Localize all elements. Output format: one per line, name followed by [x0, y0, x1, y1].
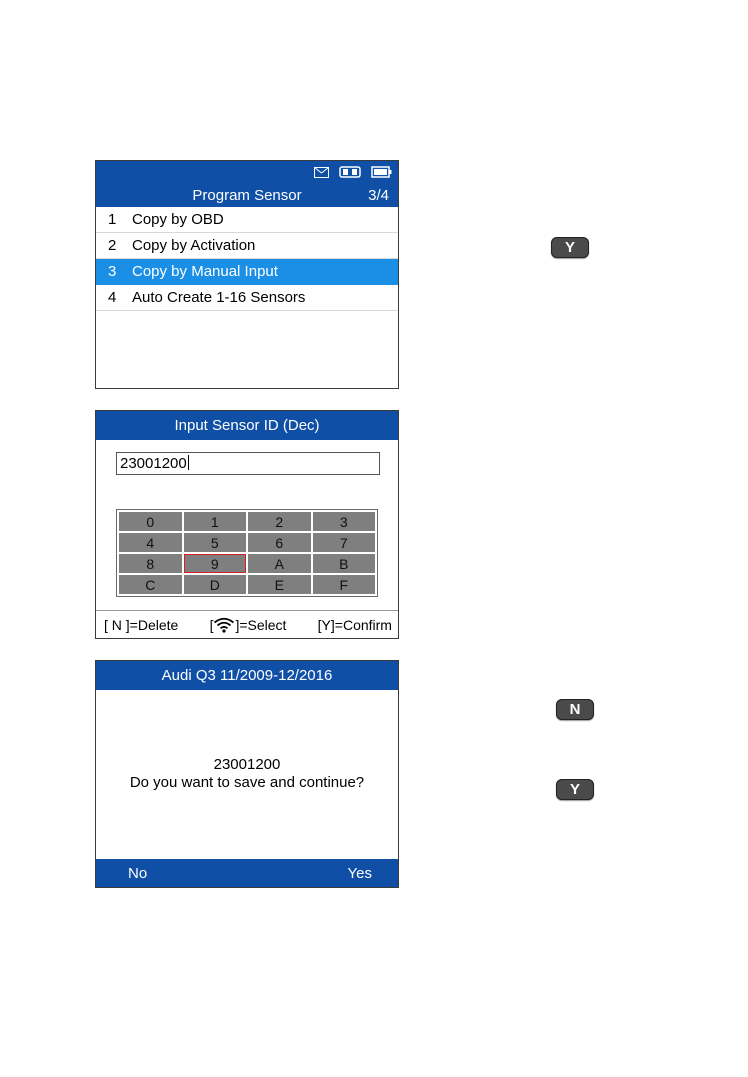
page-indicator: 3/4	[368, 187, 389, 204]
wifi-icon	[213, 617, 235, 633]
screen-title: Program Sensor	[192, 187, 302, 204]
key-e[interactable]: E	[248, 575, 311, 594]
key-2[interactable]: 2	[248, 512, 311, 531]
confirm-hint: [Y]=Confirm	[317, 616, 392, 633]
input-sensor-id-screen	[95, 410, 399, 639]
key-d[interactable]: D	[184, 575, 247, 594]
key-f[interactable]: F	[313, 575, 376, 594]
menu-item-number: 3	[108, 263, 117, 280]
keypad	[116, 509, 378, 597]
screen-title: Input Sensor ID (Dec)	[96, 411, 398, 440]
save-confirm-screen	[95, 660, 399, 888]
menu-list	[96, 207, 398, 311]
key-a[interactable]: A	[248, 554, 311, 573]
menu-item-auto-create-sensors[interactable]	[96, 285, 398, 311]
n-key-icon: N	[556, 699, 594, 720]
key-0[interactable]: 0	[119, 512, 182, 531]
menu-item-copy-by-obd[interactable]	[96, 207, 398, 233]
battery-icon	[371, 166, 392, 178]
key-4[interactable]: 4	[119, 533, 182, 552]
title-bar	[96, 161, 398, 207]
delete-hint: [ N ]=Delete	[104, 616, 179, 633]
key-b[interactable]: B	[313, 554, 376, 573]
y-key-icon: Y	[556, 779, 594, 800]
key-8[interactable]: 8	[119, 554, 182, 573]
menu-item-number: 2	[108, 237, 117, 254]
no-button[interactable]: No	[128, 864, 148, 882]
menu-item-number: 1	[108, 211, 117, 228]
select-hint	[210, 617, 287, 633]
menu-item-label: Copy by Activation	[132, 237, 256, 254]
select-hint-suffix: ]=Select	[235, 616, 287, 633]
key-5[interactable]: 5	[184, 533, 247, 552]
confirm-question: Do you want to save and continue?	[129, 774, 365, 791]
menu-item-label: Auto Create 1-16 Sensors	[132, 289, 306, 306]
soft-key-bar	[96, 859, 398, 887]
status-bar	[314, 165, 392, 179]
key-7[interactable]: 7	[313, 533, 376, 552]
screen-title: Audi Q3 11/2009-12/2016	[96, 661, 398, 690]
key-9[interactable]: 9	[184, 554, 247, 573]
mail-icon	[314, 167, 329, 178]
menu-item-copy-by-manual-input[interactable]	[96, 259, 398, 285]
sensor-id-input[interactable]	[116, 452, 380, 475]
key-c[interactable]: C	[119, 575, 182, 594]
select-hint-prefix: [	[209, 616, 214, 633]
key-3[interactable]: 3	[313, 512, 376, 531]
menu-item-number: 4	[108, 289, 117, 306]
key-1[interactable]: 1	[184, 512, 247, 531]
battery-connection-icon	[339, 166, 361, 178]
program-sensor-screen	[95, 160, 399, 389]
sensor-id-value: 23001200	[120, 455, 187, 472]
menu-item-label: Copy by OBD	[132, 211, 224, 228]
key-hint-bar	[96, 610, 398, 638]
menu-item-copy-by-activation[interactable]	[96, 233, 398, 259]
key-6[interactable]: 6	[248, 533, 311, 552]
message	[96, 756, 398, 792]
y-key-icon: Y	[551, 237, 589, 258]
menu-item-label: Copy by Manual Input	[132, 263, 278, 280]
yes-button[interactable]: Yes	[347, 864, 372, 882]
text-cursor	[188, 455, 189, 470]
sensor-id-display: 23001200	[213, 756, 281, 773]
